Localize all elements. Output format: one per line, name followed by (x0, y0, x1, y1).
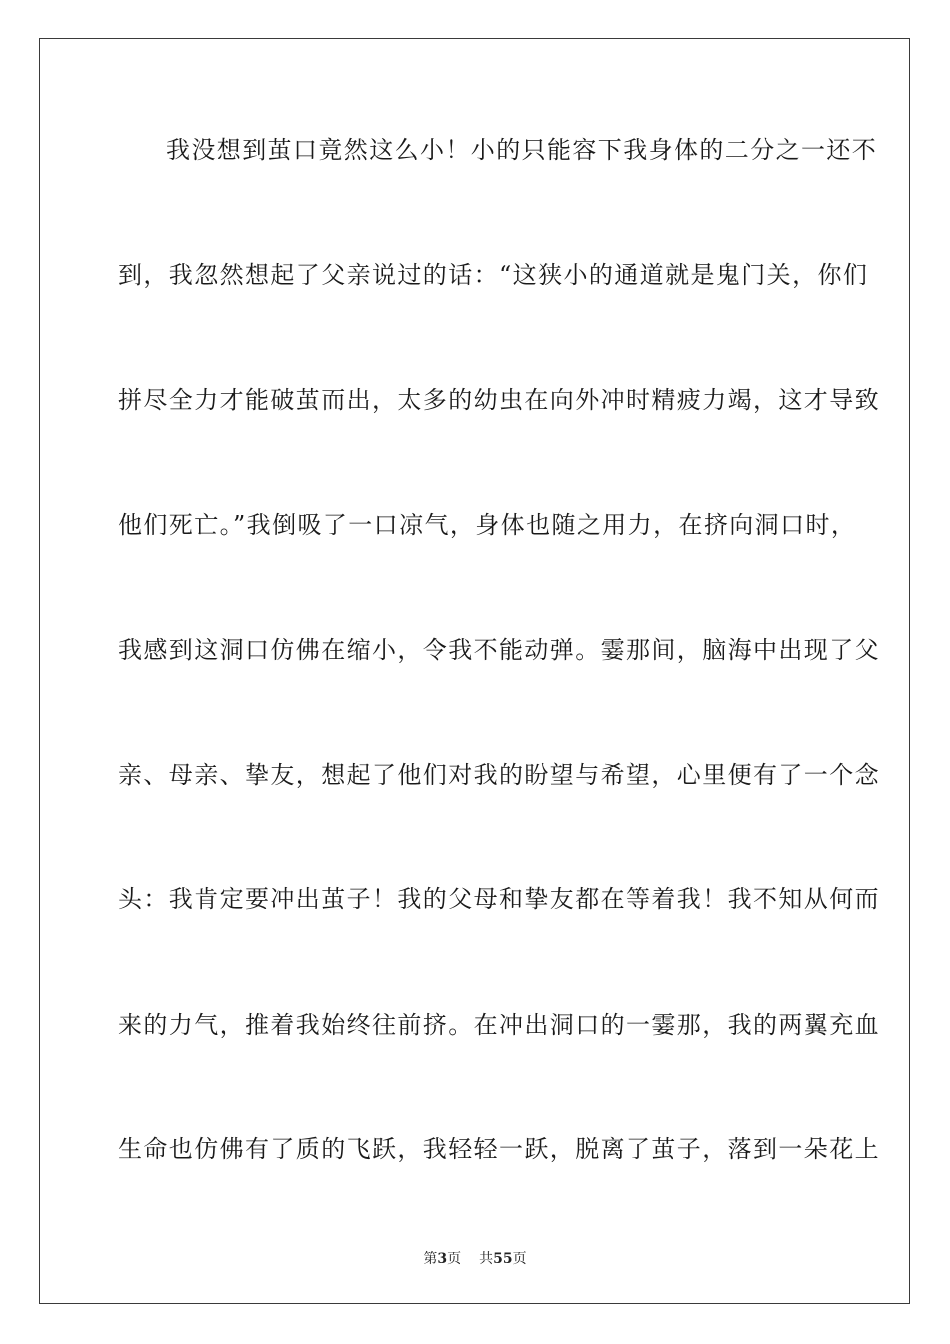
page-suffix: 页 (447, 1251, 462, 1267)
page-footer (0, 1250, 950, 1268)
body-text-line: 来的力气，推着我始终往前挤。在冲出洞口的一霎那，我的两翼充血 (118, 1011, 880, 1039)
body-text-line: 生命也仿佛有了质的飞跃，我轻轻一跃，脱离了茧子，落到一朵花上 (118, 1135, 880, 1163)
page-prefix: 第 (423, 1251, 438, 1267)
total-prefix: 共 (479, 1251, 494, 1267)
page-number: 3 (437, 1251, 448, 1267)
page-border (39, 38, 910, 1304)
total-suffix: 页 (512, 1251, 527, 1267)
total-pages: 55 (493, 1251, 513, 1267)
body-text-line: 亲、母亲、挚友，想起了他们对我的盼望与希望，心里便有了一个念 (118, 761, 880, 789)
body-text-line: 我没想到茧口竟然这么小！小的只能容下我身体的二分之一还不 (166, 136, 878, 164)
body-text-line: 他们死亡。”我倒吸了一口凉气，身体也随之用力，在挤向洞口时， (118, 511, 857, 539)
body-text-line: 我感到这洞口仿佛在缩小，令我不能动弹。霎那间，脑海中出现了父 (118, 636, 880, 664)
body-text-line: 到，我忽然想起了父亲说过的话：“这狭小的通道就是鬼门关，你们 (118, 261, 869, 289)
body-text-line: 头：我肯定要冲出茧子！我的父母和挚友都在等着我！我不知从何而 (118, 885, 880, 913)
body-text-line: 拼尽全力才能破茧而出，太多的幼虫在向外冲时精疲力竭，这才导致 (118, 386, 880, 414)
